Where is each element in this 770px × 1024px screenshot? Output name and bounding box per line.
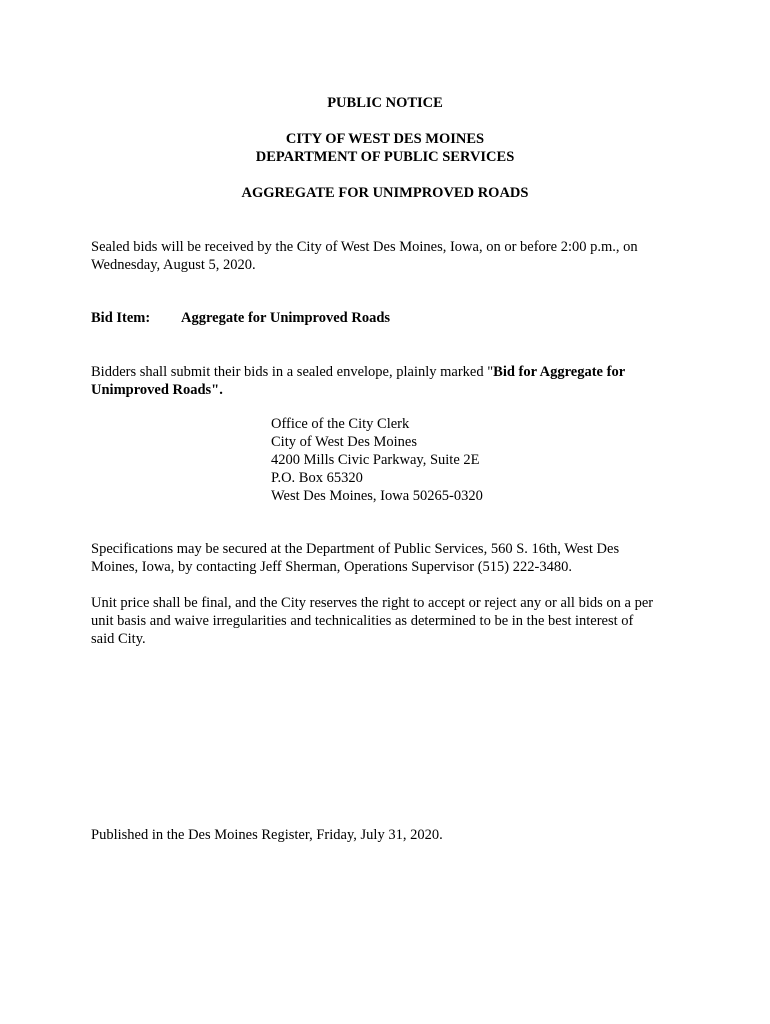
- submit-line-1: [91, 363, 671, 381]
- submit-paragraph: [91, 363, 671, 399]
- address-line-citystatezip: West Des Moines, Iowa 50265-0320: [271, 488, 483, 504]
- address-line-street: 4200 Mills Civic Parkway, Suite 2E: [271, 452, 480, 468]
- notice-title: PUBLIC NOTICE: [327, 95, 443, 111]
- submit-bold-text-1: Bid for Aggregate for: [493, 364, 626, 380]
- specifications-paragraph: [91, 540, 671, 576]
- unit-price-paragraph: [91, 594, 671, 648]
- submit-bold-text-2: Unimproved Roads".: [91, 382, 223, 398]
- clerk-address: [271, 415, 591, 505]
- unit-price-line-1: Unit price shall be final, and the City reserves the right to accept or reject any or all bids on a per: [91, 595, 654, 611]
- city-name: CITY OF WEST DES MOINES: [285, 131, 485, 147]
- unit-price-line-3: said City.: [91, 631, 146, 647]
- intro-line-2: Wednesday, August 5, 2020.: [91, 257, 256, 273]
- address-line-pobox: P.O. Box 65320: [271, 470, 363, 486]
- address-line-city: City of West Des Moines: [271, 434, 417, 450]
- intro-paragraph: [91, 238, 671, 274]
- specifications-line-1: Specifications may be secured at the Department of Public Services, 560 S. 16th, West Des: [91, 541, 620, 557]
- address-line-office: Office of the City Clerk: [271, 416, 410, 432]
- unit-price-line-2: unit basis and waive irregularities and technicalities as determined to be in the best interest of: [91, 613, 634, 629]
- subject-heading: AGGREGATE FOR UNIMPROVED ROADS: [241, 185, 529, 201]
- bid-item-label: Bid Item:: [91, 310, 151, 326]
- bid-item-row: [91, 309, 390, 327]
- intro-line-1: Sealed bids will be received by the City of West Des Moines, Iowa, on or before 2:00 p.m., on: [91, 239, 638, 255]
- department-name: DEPARTMENT OF PUBLIC SERVICES: [255, 149, 515, 165]
- submit-plain-text: Bidders shall submit their bids in a sealed envelope, plainly marked ": [91, 364, 494, 380]
- specifications-line-2: Moines, Iowa, by contacting Jeff Sherman, Operations Supervisor (515) 222-3480.: [91, 559, 572, 575]
- published-notice: Published in the Des Moines Register, Friday, July 31, 2020.: [91, 827, 443, 843]
- bid-item-value: Aggregate for Unimproved Roads: [181, 310, 391, 326]
